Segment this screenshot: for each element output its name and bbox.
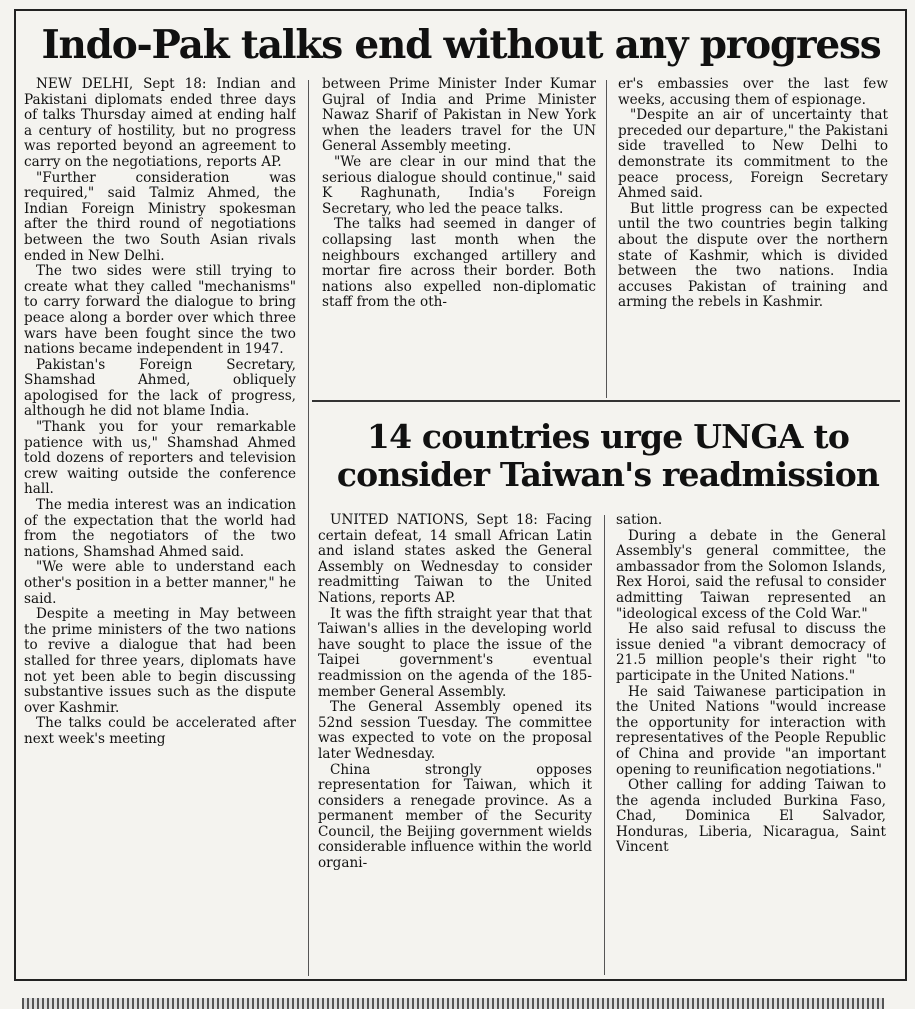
paragraph: He also said refusal to discuss the issue denied "a vibrant democracy of 21.5 million people's their right "to participate in the United Nations." [616,621,886,684]
paragraph: "Further consideration was required," said Talmiz Ahmed, the Indian Foreign Ministry spokesman after the third round of negotiations between the two South Asian rivals ended in New Delhi. [24,169,296,264]
next-article-strip [22,998,884,1009]
paragraph: The media interest was an indication of the expectation that the world had from the negotiators of the two nations, Shamshad Ahmed said. [24,497,296,560]
column-rule [308,80,309,976]
paragraph: The two sides were still trying to create what they called "mechanisms" to carry forward the dialogue to bring peace along a border over which three wars have been fought since the two nations became independent in 1947. [24,263,296,358]
paragraph: The talks could be accelerated after next week's meeting [24,715,296,747]
paragraph: It was the fifth straight year that that Taiwan's allies in the developing world have sought to place the issue of the Taipei government's eventual readmission on the agenda of the 185-member General Assembly. [318,605,592,700]
article2-column-1 [318,513,592,978]
article1-column-1 [24,77,296,977]
paragraph: UNITED NATIONS, Sept 18: Facing certain defeat, 14 small African Latin and island states asked the General Assembly on Wednesday to consider readmitting Taiwan to the United Nations, reports AP. [318,513,592,606]
paragraph: "We were able to understand each other's position in a better manner," he said. [24,559,296,607]
article1-column-2 [322,77,596,395]
paragraph: sation. [616,513,663,528]
article2-box-rule [312,400,900,402]
paragraph: Other calling for adding Taiwan to the agenda included Burkina Faso, Chad, Dominica El Salvador, Honduras, Liberia, Nicaragua, Saint Vincent [616,777,886,856]
paragraph: But little progress can be expected until the two countries begin talking about the dispute over the northern state of Kashmir, which is divided between the two nations. India accuses Pakistan of training and arming the rebels in Kashmir. [618,200,888,311]
paragraph: "Thank you for your remarkable patience with us," Shamshad Ahmed told dozens of reporters and television crew waiting outside the conference hall. [24,419,296,498]
paragraph: The talks had seemed in danger of collapsing last month when the neighbours exchanged artillery and mortar fire across their border. Both nations also expelled non-diplomatic staff from the oth- [322,216,596,311]
paragraph: er's embassies over the last few weeks, accusing them of espionage. [618,77,888,108]
article2-headline: 14 countries urge UNGA to consider Taiwan's readmission [336,417,880,494]
column-rule [604,515,605,975]
column-rule [606,80,607,398]
paragraph: between Prime Minister Inder Kumar Gujral of India and Prime Minister Nawaz Sharif of Pakistan in New York when the leaders travel for the UN General Assembly meeting. [322,77,596,155]
frame-top-rule [14,9,907,11]
bottom-rule [14,979,907,981]
paragraph: He said Taiwanese participation in the United Nations "would increase the opportunity for interaction with representatives of the People Republic of China and provide "an important opening to reunification negotiations." [616,683,886,778]
article1-headline: Indo-Pak talks end without any progress [41,22,881,68]
article1-column-3 [618,77,888,395]
paragraph: Pakistan's Foreign Secretary, Shamshad Ahmed, obliquely apologised for the lack of progress, although he did not blame India. [24,356,296,420]
article2-column-2 [616,513,886,978]
frame-right-rule [905,9,907,979]
paragraph: "Despite an air of uncertainty that preceded our departure," the Pakistani side travelled to New Delhi to demonstrate its commitment to the peace process, Foreign Secretary Ahmed said. [618,107,888,202]
frame-left-rule [14,9,16,979]
paragraph: Despite a meeting in May between the prime ministers of the two nations to revive a dialogue that had been stalled for three years, diplomats have not yet been able to begin discussing substantive issues such as the dispute over Kashmir. [24,606,296,716]
paragraph: During a debate in the General Assembly's general committee, the ambassador from the Solomon Islands, Rex Horoi, said the refusal to consider admitting Taiwan represented an "ideological excess of the Cold War." [616,527,886,622]
paragraph: The General Assembly opened its 52nd session Tuesday. The committee was expected to vote on the proposal later Wednesday. [318,699,592,762]
paragraph: China strongly opposes representation for Taiwan, which it considers a renegade province. As a permanent member of the Security Council, the Beijing government wields considerable influence within the world organi- [318,761,592,872]
paragraph: "We are clear in our mind that the serious dialogue should continue," said K Raghunath, India's Foreign Secretary, who led the peace talks. [322,153,596,217]
paragraph: NEW DELHI, Sept 18: Indian and Pakistani diplomats ended three days of talks Thursday aimed at ending half a century of hostility, but no progress was reported beyond an agreement to carry on the negotiations, reports AP. [24,77,296,170]
